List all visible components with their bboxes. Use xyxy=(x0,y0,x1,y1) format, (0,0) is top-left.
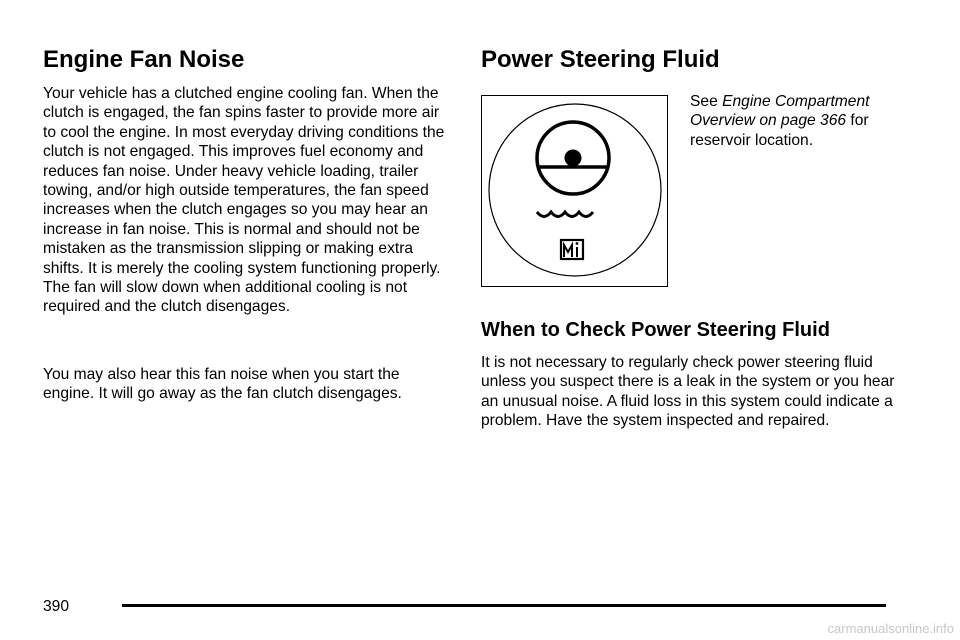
page-number: 390 xyxy=(43,598,70,615)
paragraph-when-to-check: It is not necessary to regularly check power steering fluid unless you suspect there is a leak in the system or you hear an unusual noise. A fluid loss in this system could indicate a problem. Have the system inspected and repaired. xyxy=(481,354,895,430)
steering-wheel-fluid-icon xyxy=(482,96,666,285)
see-prefix: See xyxy=(690,93,723,110)
section-title-power-steering-fluid: Power Steering Fluid xyxy=(481,46,720,73)
paragraph-fan-description: Your vehicle has a clutched engine cooling fan. When the clutch is engaged, the fan spins faster to provide more air to cool the engine. In most everyday driving conditions the clutch is not engaged. This improves fuel economy and reduces fan noise. Under heavy vehicle loading, trailer towing, and/or high outside temperatures, the fan speed increases when the clutch engages so you may hear an increase in fan noise. This is normal and should not be mistaken as the transmission slipping or making extra shifts. It is merely the cooling system functioning properly. The fan will slow down when additional cooling is not required and the clutch disengages. xyxy=(43,85,445,316)
see-suffix: for reservoir location. xyxy=(690,112,869,149)
paragraph-fan-start: You may also hear this fan noise when you start the engine. It will go away as the fan clutch disengages. xyxy=(43,366,402,403)
engine-compartment-overview-link[interactable]: Engine Compartment Overview on page 366 xyxy=(690,93,870,130)
power-steering-fluid-symbol-figure xyxy=(481,95,668,287)
watermark: carmanualsonline.info xyxy=(827,621,954,636)
subsection-title-when-to-check: When to Check Power Steering Fluid xyxy=(481,319,830,341)
reservoir-location-reference xyxy=(690,92,890,150)
footer-rule xyxy=(122,604,886,607)
section-title-engine-fan-noise: Engine Fan Noise xyxy=(43,46,245,73)
